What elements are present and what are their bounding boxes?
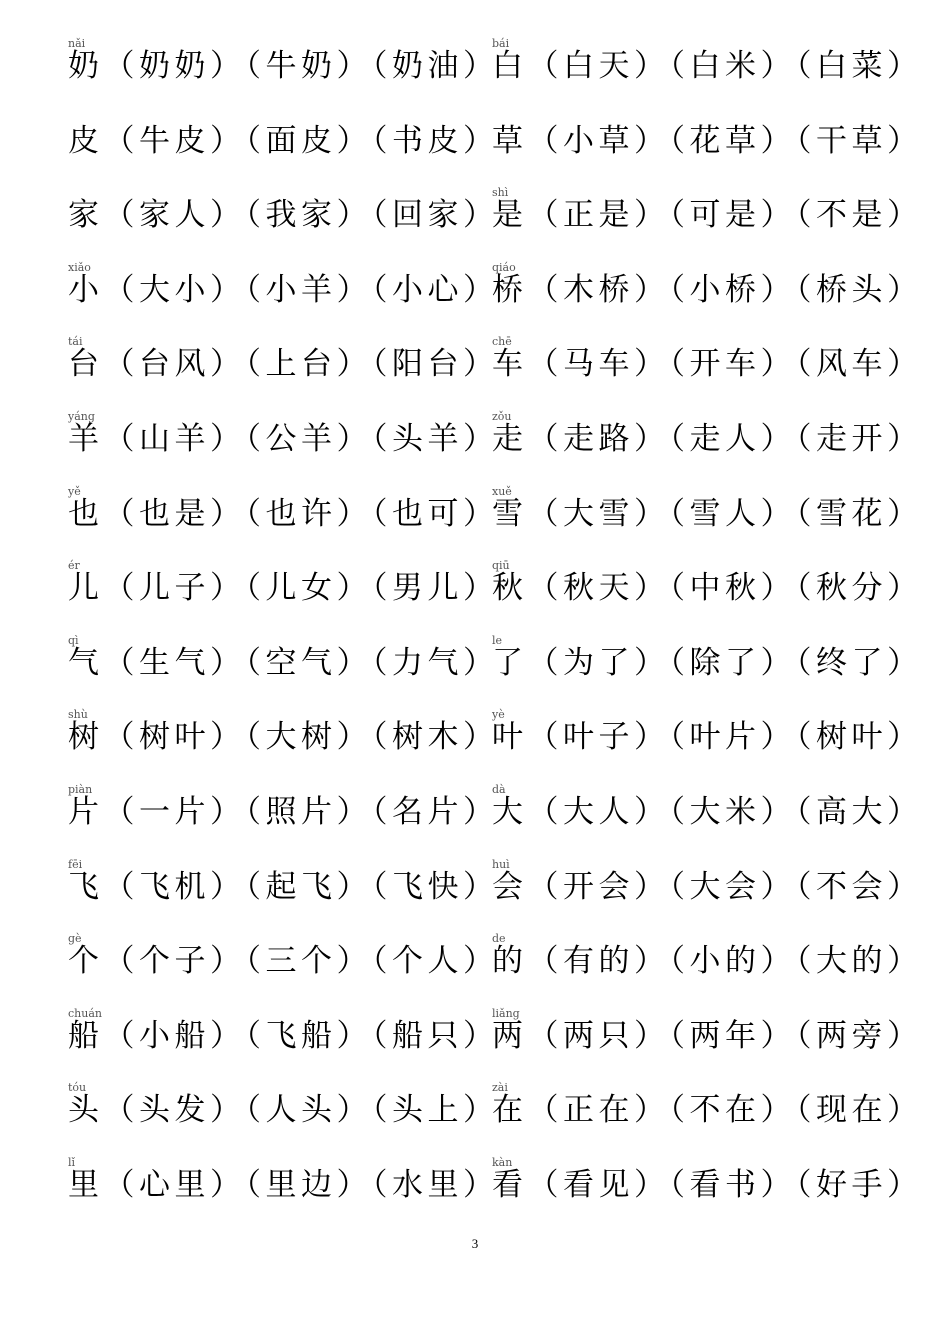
vocab-entry-right — [492, 260, 923, 337]
vocab-line: 船（小船）（飞船）（船只） — [68, 1017, 499, 1054]
vocab-entry-right — [492, 186, 923, 262]
vocab-line: 皮（牛皮）（面皮）（书皮） — [68, 122, 499, 159]
pinyin-annotation: kàn — [492, 1155, 513, 1169]
vocab-line: 桥（木桥）（小桥）（桥头） — [492, 271, 923, 308]
vocab-entry-right — [492, 708, 923, 784]
pinyin-annotation: nǎi — [68, 37, 86, 50]
vocab-line: 个（个子）（三个）（个人） — [68, 943, 499, 980]
vocabulary-list — [68, 37, 923, 1232]
pinyin-annotation: xuě — [492, 484, 512, 498]
page-number: 3 — [471, 1236, 479, 1251]
vocab-line: 树（树叶）（大树）（树木） — [68, 719, 499, 756]
pinyin-annotation: shù — [68, 708, 88, 722]
vocab-line: 奶（奶奶）（牛奶）（奶油） — [68, 48, 499, 84]
vocab-line: 看（看见）（看书）（好手） — [492, 1166, 923, 1203]
vocab-row — [68, 1006, 923, 1083]
vocab-line: 台（台风）（上台）（阳台） — [68, 346, 499, 383]
vocab-row — [68, 932, 923, 1008]
vocab-line: 也（也是）（也许）（也可） — [68, 495, 499, 532]
vocab-row — [68, 633, 923, 710]
pinyin-annotation: yě — [68, 484, 81, 498]
pinyin-annotation: de — [492, 932, 506, 946]
vocab-line: 头（头发）（人头）（头上） — [68, 1092, 499, 1129]
vocab-entry-left — [68, 1006, 499, 1083]
vocab-entry-right — [492, 857, 923, 934]
vocab-row — [68, 409, 923, 486]
vocab-line: 会（开会）（大会）（不会） — [492, 868, 923, 905]
vocab-line: 两（两只）（两年）（两旁） — [492, 1017, 923, 1054]
vocab-line: 大（大人）（大米）（高大） — [492, 793, 923, 830]
vocab-entry-right — [492, 335, 923, 411]
vocab-line: 是（正是）（可是）（不是） — [492, 197, 923, 234]
vocab-entry-right — [492, 113, 923, 188]
pinyin-annotation: bái — [492, 37, 510, 50]
vocab-line: 羊（山羊）（公羊）（头羊） — [68, 420, 499, 457]
vocab-entry-left — [68, 335, 499, 411]
vocab-line: 小（大小）（小羊）（小心） — [68, 271, 499, 308]
pinyin-annotation: yè — [492, 708, 505, 722]
vocab-row — [68, 484, 923, 561]
pinyin-annotation: tái — [68, 335, 83, 349]
vocab-entry-left — [68, 113, 499, 188]
vocab-line: 了（为了）（除了）（终了） — [492, 644, 923, 681]
vocab-row — [68, 186, 923, 262]
vocab-line: 车（马车）（开车）（风车） — [492, 346, 923, 383]
pinyin-annotation: shì — [492, 186, 509, 200]
vocab-line: 雪（大雪）（雪人）（雪花） — [492, 495, 923, 532]
vocab-entry-left — [68, 409, 499, 486]
vocab-entry-left — [68, 1155, 499, 1232]
vocab-line: 飞（飞机）（起飞）（飞快） — [68, 868, 499, 905]
pinyin-annotation: zài — [492, 1081, 508, 1095]
vocab-entry-right — [492, 484, 923, 561]
vocab-row — [68, 1155, 923, 1232]
pinyin-annotation: qì — [68, 633, 79, 647]
vocab-line: 里（心里）（里边）（水里） — [68, 1166, 499, 1203]
pinyin-annotation: piàn — [68, 782, 93, 796]
vocab-line: 在（正在）（不在）（现在） — [492, 1092, 923, 1129]
vocab-entry-right — [492, 1006, 923, 1083]
vocab-entry-left — [68, 187, 499, 262]
pinyin-annotation: qiáo — [492, 260, 516, 274]
vocab-entry-right — [492, 559, 923, 635]
pinyin-annotation: xiǎo — [68, 260, 91, 274]
vocab-entry-right — [492, 1081, 923, 1157]
vocab-row — [68, 335, 923, 411]
vocab-entry-right — [492, 633, 923, 710]
vocab-line: 片（一片）（照片）（名片） — [68, 793, 499, 830]
vocab-line: 儿（儿子）（儿女）（男儿） — [68, 570, 499, 607]
vocab-line: 白（白天）（白米）（白菜） — [492, 48, 923, 84]
pinyin-annotation: gè — [68, 932, 82, 946]
vocab-entry-right — [492, 782, 923, 859]
vocab-row — [68, 1081, 923, 1157]
pinyin-annotation: lǐ — [68, 1155, 76, 1169]
pinyin-annotation: yáng — [68, 409, 95, 423]
pinyin-annotation: fēi — [68, 857, 83, 871]
pinyin-annotation: huì — [492, 857, 510, 871]
vocab-entry-left — [68, 37, 499, 113]
vocab-entry-left — [68, 1081, 499, 1157]
pinyin-annotation: dà — [492, 782, 506, 796]
vocab-row — [68, 782, 923, 859]
pinyin-annotation: qiū — [492, 559, 510, 573]
vocab-line: 家（家人）（我家）（回家） — [68, 197, 499, 234]
vocab-entry-left — [68, 484, 499, 561]
vocab-line: 的（有的）（小的）（大的） — [492, 943, 923, 980]
pinyin-annotation: tóu — [68, 1081, 87, 1095]
vocab-line: 叶（叶子）（叶片）（树叶） — [492, 719, 923, 756]
vocab-entry-left — [68, 260, 499, 337]
vocab-entry-left — [68, 559, 499, 635]
pinyin-annotation: ér — [68, 559, 80, 573]
pinyin-annotation: chuán — [68, 1006, 102, 1020]
vocab-line: 走（走路）（走人）（走开） — [492, 420, 923, 457]
vocab-row — [68, 857, 923, 934]
vocab-line: 秋（秋天）（中秋）（秋分） — [492, 570, 923, 607]
pinyin-annotation: chē — [492, 335, 512, 349]
vocab-entry-right — [492, 1155, 923, 1232]
vocab-entry-right — [492, 932, 923, 1008]
vocab-row — [68, 708, 923, 784]
vocab-line: 草（小草）（花草）（干草） — [492, 122, 923, 159]
vocab-row — [68, 260, 923, 337]
vocab-entry-right — [492, 409, 923, 486]
vocab-row — [68, 559, 923, 635]
pinyin-annotation: liǎng — [492, 1006, 520, 1020]
pinyin-annotation: le — [492, 633, 503, 647]
vocab-entry-left — [68, 857, 499, 934]
vocab-line: 气（生气）（空气）（力气） — [68, 644, 499, 681]
vocab-row — [68, 37, 923, 113]
vocab-entry-right — [492, 37, 923, 113]
vocab-row — [68, 113, 923, 188]
pinyin-annotation: zǒu — [492, 409, 512, 423]
